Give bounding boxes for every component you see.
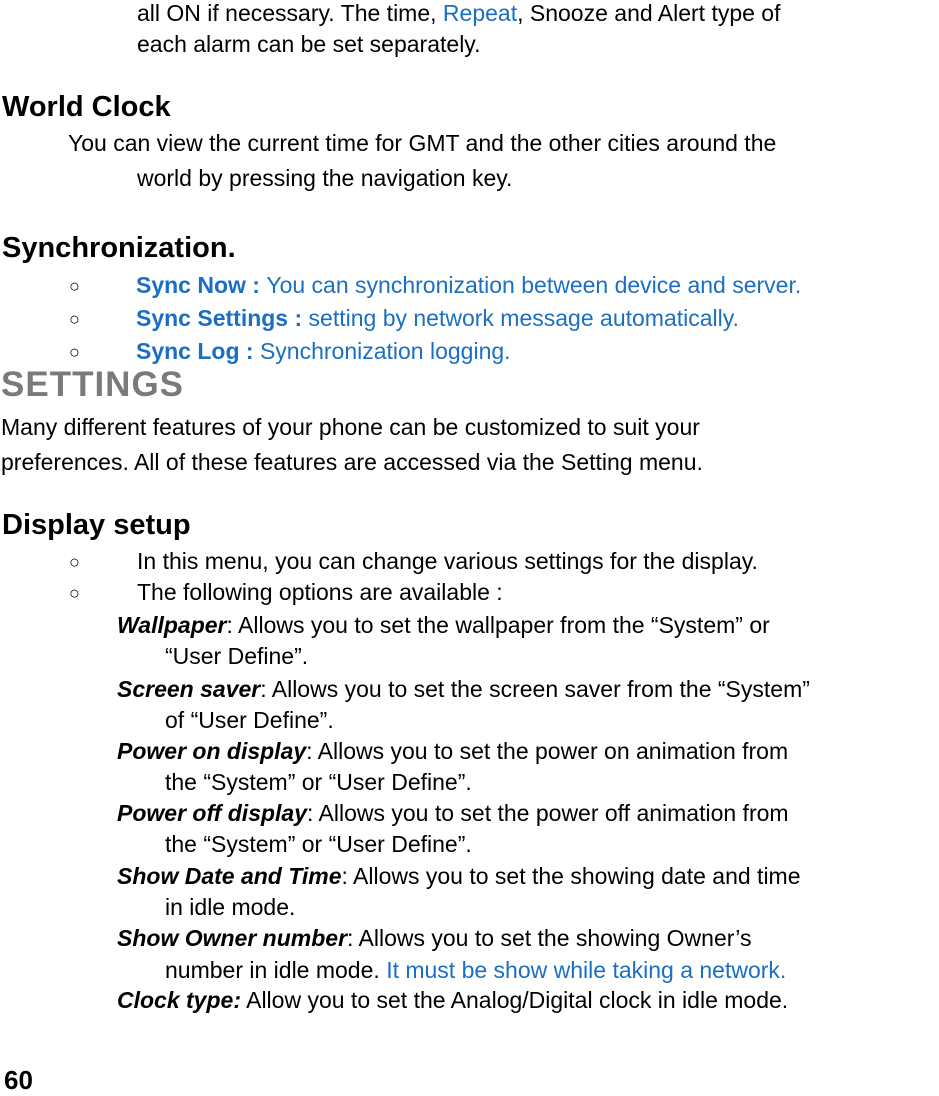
intro-line-2: each alarm can be set separately. [137,31,481,57]
power-on-display-option-cont: the “System” or “User Define”. [165,769,472,795]
sync-now-item: Sync Now : You can synchronization between device and server. [136,272,802,298]
world-clock-line-1: You can view the current time for GMT and the other cities around the [68,130,777,156]
show-owner-number-option-cont: number in idle mode. It must be show while taking a network. [165,957,787,983]
display-setup-heading: Display setup [2,509,191,541]
power-off-display-option: Power off display: Allows you to set the power off animation from [117,800,789,826]
bullet-icon: ○ [69,276,80,296]
show-owner-number-option: Show Owner number: Allows you to set the showing Owner’s [117,925,752,951]
repeat-link: Repeat [442,0,518,26]
intro-line-1: all ON if necessary. The time, Repeat, Snooze and Alert type of [137,0,781,26]
bullet-icon: ○ [69,552,80,572]
wallpaper-option: Wallpaper: Allows you to set the wallpaper from the “System” or [117,612,770,638]
bullet-icon: ○ [69,309,80,329]
display-bullet-2: The following options are available : [137,579,503,605]
screen-saver-option-cont: of “User Define”. [165,707,334,733]
show-date-time-option-cont: in idle mode. [165,894,296,920]
world-clock-line-2: world by pressing the navigation key. [137,165,513,191]
wallpaper-option-cont: “User Define”. [165,643,309,669]
bullet-icon: ○ [69,342,80,362]
synchronization-heading: Synchronization. [2,232,236,264]
settings-line-1: Many different features of your phone can be customized to suit your [1,414,700,440]
settings-line-2: preferences. All of these features are accessed via the Setting menu. [1,449,703,475]
power-on-display-option: Power on display: Allows you to set the power on animation from [117,738,789,764]
settings-heading: SETTINGS [1,365,185,404]
world-clock-heading: World Clock [2,91,171,123]
sync-log-item: Sync Log : Synchronization logging. [136,338,511,364]
display-bullet-1: In this menu, you can change various settings for the display. [137,548,758,574]
screen-saver-option: Screen saver: Allows you to set the screen saver from the “System” [117,676,810,702]
show-date-time-option: Show Date and Time: Allows you to set the showing date and time [117,863,801,889]
page-number: 60 [4,1065,33,1095]
sync-settings-item: Sync Settings : setting by network message automatically. [136,305,739,331]
power-off-display-option-cont: the “System” or “User Define”. [165,831,472,857]
clock-type-option: Clock type: Allow you to set the Analog/Digital clock in idle mode. [117,987,789,1013]
bullet-icon: ○ [69,583,80,603]
